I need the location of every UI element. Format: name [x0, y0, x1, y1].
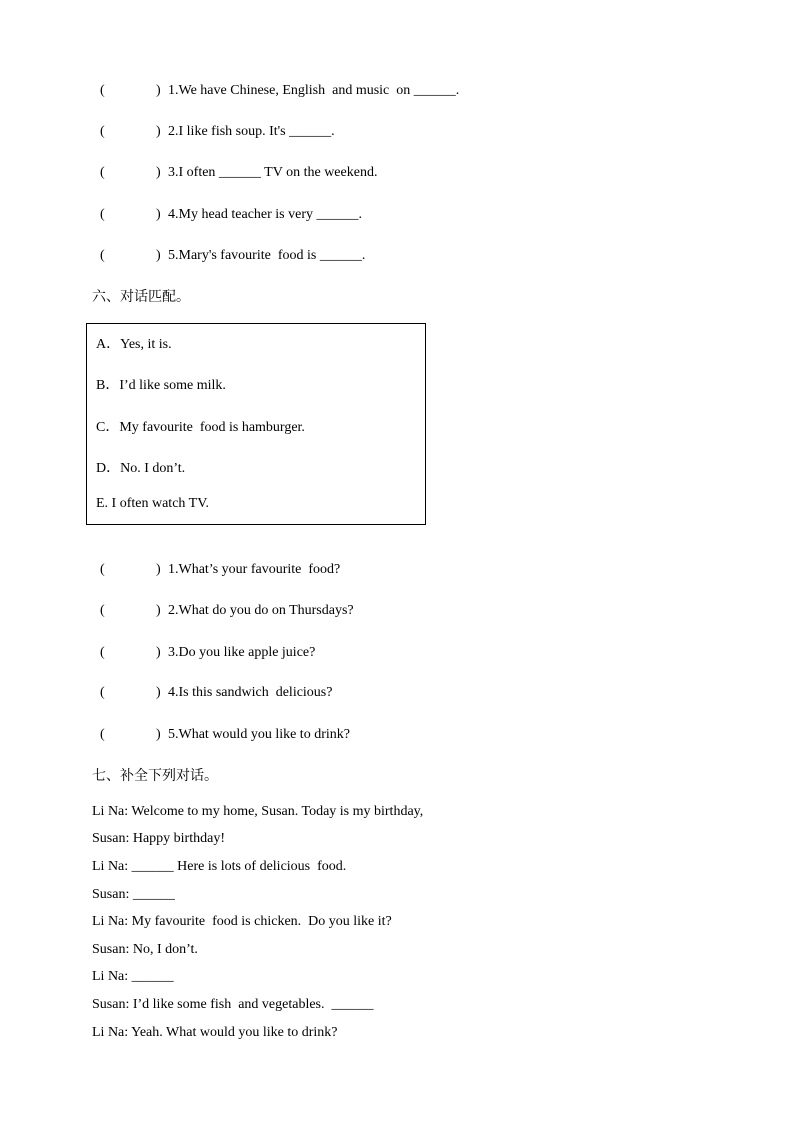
answer-options-box	[86, 323, 426, 525]
answer-paren-open: (	[100, 83, 105, 98]
answer-paren-open: (	[100, 603, 105, 618]
option-b: B．I’d like some milk.	[96, 378, 226, 393]
fill-blank-question-2	[100, 123, 335, 141]
answer-paren-open: (	[100, 685, 105, 700]
dialogue-line-8: Susan: I’d like some fish and vegetables. ______	[92, 997, 374, 1012]
question-text: 3.Do you like apple juice?	[168, 645, 316, 660]
option-a: A．Yes, it is.	[96, 337, 172, 352]
option-e: E. I often watch TV.	[96, 496, 210, 511]
answer-paren-open: (	[100, 562, 105, 577]
match-question-4	[100, 684, 333, 702]
answer-paren-close: )	[156, 562, 161, 577]
answer-paren-open: (	[100, 645, 105, 660]
fill-blank-question-4	[100, 206, 362, 224]
fill-blank-question-1	[100, 82, 460, 100]
fill-blank-question-5	[100, 247, 366, 265]
dialogue-line-1: Li Na: Welcome to my home, Susan. Today is my birthday,	[92, 804, 424, 819]
dialogue-line-3: Li Na: ______ Here is lots of delicious food.	[92, 859, 347, 874]
answer-paren-close: )	[156, 248, 161, 263]
question-text: 2.What do you do on Thursdays?	[168, 603, 354, 618]
question-text: 3.I often ______ TV on the weekend.	[168, 165, 378, 180]
answer-paren-close: )	[156, 165, 161, 180]
match-question-5	[100, 726, 350, 744]
question-text: 2.I like fish soup. It's ______.	[168, 124, 335, 139]
fill-blank-question-3	[100, 164, 378, 182]
dialogue-line-9: Li Na: Yeah. What would you like to drink?	[92, 1025, 338, 1040]
match-question-2	[100, 602, 354, 620]
answer-paren-close: )	[156, 727, 161, 742]
answer-paren-open: (	[100, 207, 105, 222]
question-text: 1.What’s your favourite food?	[168, 562, 341, 577]
dialogue-line-2: Susan: Happy birthday!	[92, 831, 225, 846]
dialogue-line-5: Li Na: My favourite food is chicken. Do you like it?	[92, 914, 392, 929]
answer-paren-open: (	[100, 727, 105, 742]
answer-paren-close: )	[156, 645, 161, 660]
answer-paren-open: (	[100, 165, 105, 180]
question-text: 1.We have Chinese, English and music on ______.	[168, 83, 460, 98]
dialogue-line-6: Susan: No, I don’t.	[92, 942, 198, 957]
match-question-1	[100, 561, 341, 579]
section-six-heading: 六、对话匹配。	[92, 289, 190, 305]
question-text: 5.Mary's favourite food is ______.	[168, 248, 366, 263]
section-seven-heading: 七、补全下列对话。	[92, 768, 218, 784]
answer-paren-close: )	[156, 603, 161, 618]
question-text: 5.What would you like to drink?	[168, 727, 350, 742]
question-text: 4.My head teacher is very ______.	[168, 207, 362, 222]
option-d: D．No. I don’t.	[96, 461, 186, 476]
answer-paren-open: (	[100, 124, 105, 139]
answer-paren-close: )	[156, 124, 161, 139]
match-question-3	[100, 644, 316, 662]
answer-paren-close: )	[156, 207, 161, 222]
question-text: 4.Is this sandwich delicious?	[168, 685, 333, 700]
dialogue-line-4: Susan: ______	[92, 887, 175, 902]
option-c: C．My favourite food is hamburger.	[96, 420, 305, 435]
answer-paren-open: (	[100, 248, 105, 263]
answer-paren-close: )	[156, 83, 161, 98]
dialogue-line-7: Li Na: ______	[92, 969, 174, 984]
answer-paren-close: )	[156, 685, 161, 700]
